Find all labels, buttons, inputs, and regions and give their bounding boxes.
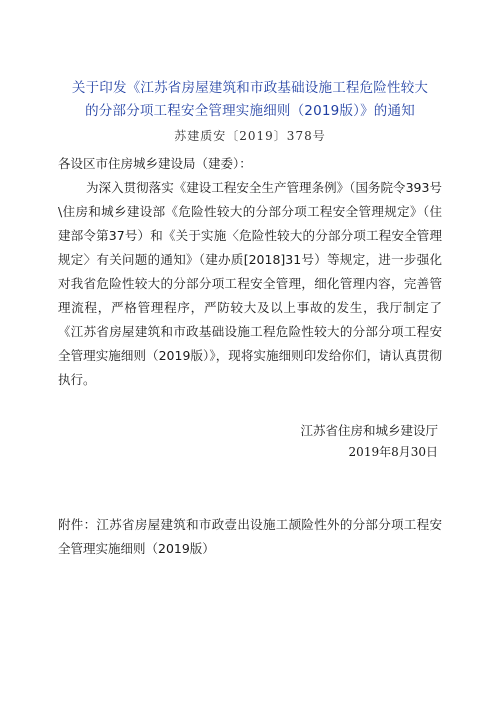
issue-date: 2019年8月30日 <box>348 445 438 459</box>
document-number: 苏建质安〔2019〕378号 <box>174 129 326 143</box>
addressee: 各设区市住房城乡建设局（建委）： <box>58 156 252 171</box>
body-paragraph: 为深入贯彻落实《建设工程安全生产管理条例》（国务院令393号\住房和城乡建设部《危险性较大的分部分项工程安全管理规定》（住建部令第37号）和《关于实施〈危险性较大的分部分项工程安全管理规定〉有关问题的通知》（建办质[2018]31号）等规定，进一步强化对我省危险性较大的分部分项工程安全管理，细化管理内容，完善管理流程，严格管理程序，严防较大及以上事故的发生，我厅制定了《江苏省房屋建筑和市政基础设施工程危险性较大的分部分项工程安全管理实施细则（2019版）》，现将实施细则印发给你们，请认真贯彻执行。 <box>58 180 442 387</box>
attachment-note: 附件：江苏省房屋建筑和市政壹出设施工颉险性外的分部分项工程安全管理实施细则（2019版） <box>58 517 442 556</box>
issuing-organization: 江苏省住房和城乡建设厅 <box>300 423 438 438</box>
document-title-line-2: 的分部分项工程安全管理实施细则（2019版）》的通知 <box>85 103 415 119</box>
document-title-line-1: 关于印发《江苏省房屋建筑和市政基础设施工程危险性较大 <box>71 80 429 96</box>
